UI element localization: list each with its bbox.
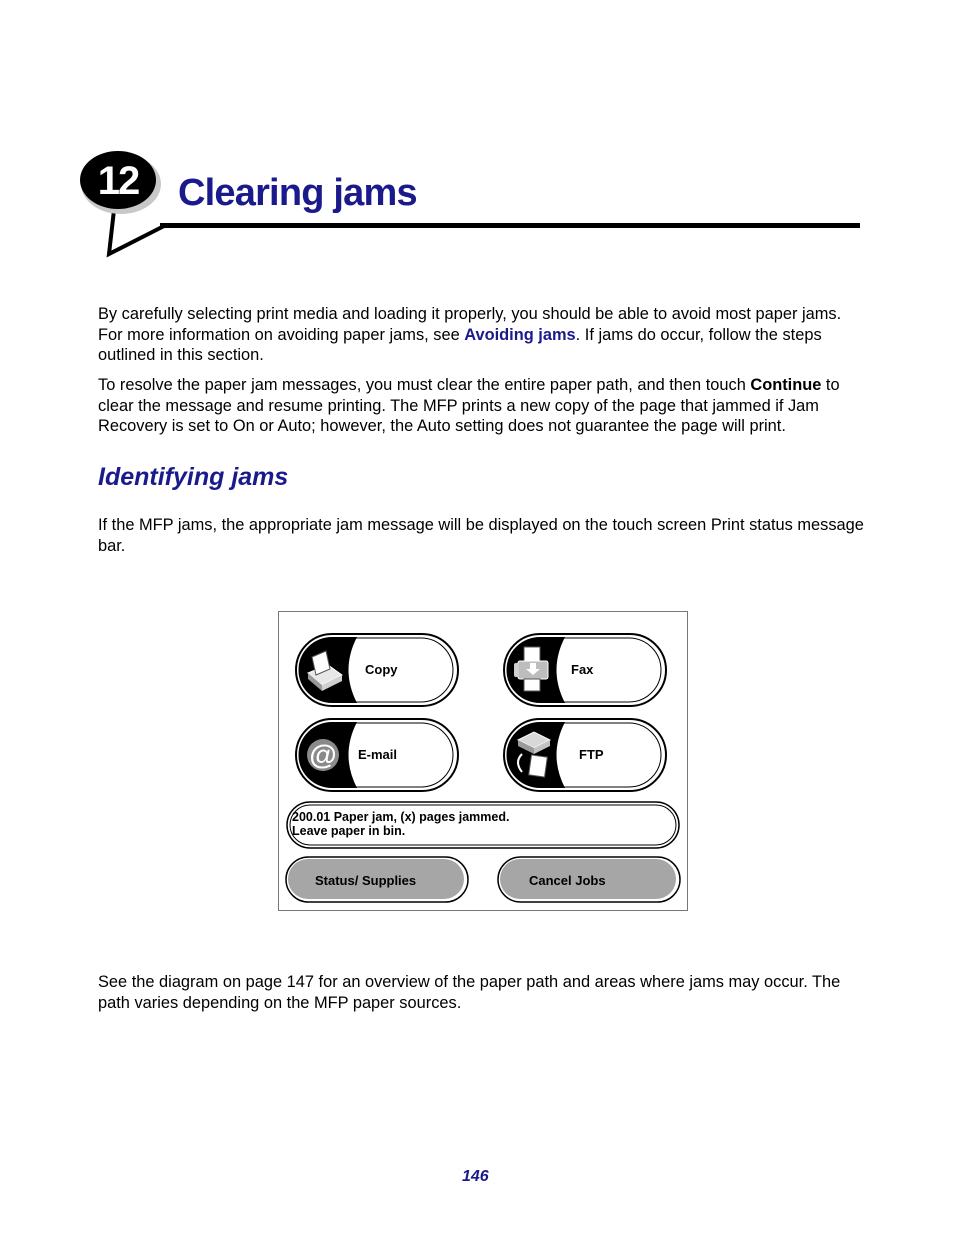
section-paragraph: If the MFP jams, the appropriate jam message will be displayed on the touch screen Print status message bar. — [98, 516, 864, 555]
status-supplies-label: Status/ Supplies — [315, 873, 417, 888]
ftp-tile[interactable] — [503, 718, 667, 792]
message-line-2: Leave paper in bin. — [292, 824, 406, 838]
email-tile[interactable] — [295, 718, 459, 792]
intro-paragraph-2: To resolve the paper jam messages, you must clear the entire paper path, and then touch Continue to clear the message and resume printing. The MFP prints a new copy of the page that jammed if Jam Recovery is set to On or Auto; however, the Auto setting does not guarantee the page will print. — [98, 376, 840, 435]
touch-screen-illustration — [278, 611, 688, 911]
intro-paragraph-1: By carefully selecting print media and loading it properly, you should be able to avoid most paper jams. For more information on avoiding paper jams, see Avoiding jams. If jams do occur, follow the steps outlined in this section. — [98, 305, 842, 364]
copy-label: Copy — [365, 662, 398, 677]
copy-tile[interactable] — [295, 633, 459, 707]
footer-paragraph: See the diagram on page 147 for an overview of the paper path and areas where jams may occur. The path varies depending on the MFP paper sources. — [98, 973, 841, 1012]
svg-text:@: @ — [309, 739, 337, 770]
chapter-number: 12 — [97, 159, 139, 203]
chapter-rule — [160, 223, 860, 228]
cancel-jobs-button[interactable] — [497, 856, 681, 903]
fax-machine-icon — [510, 643, 556, 695]
cancel-jobs-label: Cancel Jobs — [529, 873, 606, 888]
status-message-bar — [286, 801, 680, 849]
ftp-transfer-icon — [510, 728, 556, 780]
copy-scanner-icon — [302, 643, 348, 695]
message-line-1: 200.01 Paper jam, (x) pages jammed. — [292, 810, 510, 824]
continue-term: Continue — [750, 376, 822, 394]
section-heading: Identifying jams — [98, 463, 289, 491]
ftp-label: FTP — [579, 747, 604, 762]
fax-tile[interactable] — [503, 633, 667, 707]
fax-label: Fax — [571, 662, 594, 677]
status-supplies-button[interactable] — [285, 856, 469, 903]
at-sign-icon — [302, 728, 348, 780]
page-number: 146 — [462, 1168, 489, 1185]
chapter-title: Clearing jams — [178, 172, 417, 214]
email-label: E-mail — [358, 747, 398, 762]
avoiding-jams-link[interactable]: Avoiding jams — [464, 325, 576, 344]
